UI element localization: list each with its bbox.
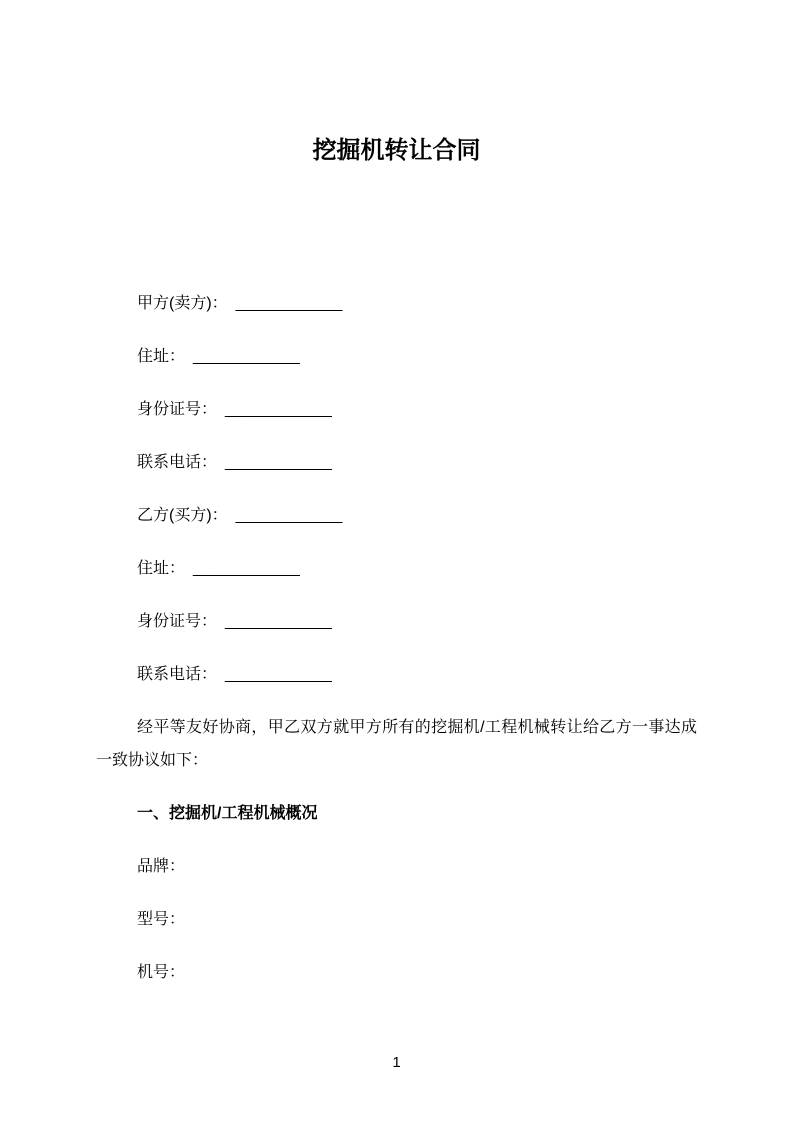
blank-line: ____________ (193, 560, 300, 577)
field-label: 机号： (137, 964, 186, 981)
field-party-a-phone (96, 446, 697, 479)
field-label: 身份证号： (137, 401, 218, 418)
field-label: 住址： (137, 560, 186, 577)
field-party-b-phone (96, 658, 697, 691)
field-party-a-id-number (96, 393, 697, 426)
field-label: 联系电话： (137, 454, 218, 471)
field-brand (96, 850, 697, 883)
field-label: 品牌： (137, 858, 186, 875)
field-party-a-address (96, 340, 697, 373)
intro-paragraph: 经平等友好协商，甲乙双方就甲方所有的挖掘机/工程机械转让给乙方一事达成一致协议如下： (96, 719, 697, 769)
document-title: 挖掘机转让合同 (312, 137, 481, 164)
party-info-section (96, 287, 697, 691)
field-party-b-address (96, 552, 697, 585)
field-label: 甲方(卖方)： (137, 295, 228, 312)
blank-line: ____________ (225, 613, 332, 630)
blank-line: ____________ (235, 295, 343, 312)
blank-line: ____________ (193, 348, 300, 365)
field-party-a-name (96, 287, 697, 320)
page-number: 1 (392, 1054, 401, 1071)
field-label: 住址： (137, 348, 186, 365)
section-one-heading: 一、挖掘机/工程机械概况 (137, 805, 318, 822)
field-label: 联系电话： (137, 666, 218, 683)
field-label: 乙方(买方)： (137, 507, 228, 524)
field-label: 身份证号： (137, 613, 218, 630)
field-model (96, 903, 697, 936)
blank-line: ____________ (225, 454, 332, 471)
field-party-b-name (96, 499, 697, 532)
blank-line: ____________ (235, 507, 343, 524)
blank-line: ____________ (225, 666, 332, 683)
field-label: 型号： (137, 911, 186, 928)
machine-overview-section (96, 850, 697, 989)
field-party-b-id-number (96, 605, 697, 638)
field-machine-number (96, 956, 697, 989)
blank-line: ____________ (225, 401, 332, 418)
